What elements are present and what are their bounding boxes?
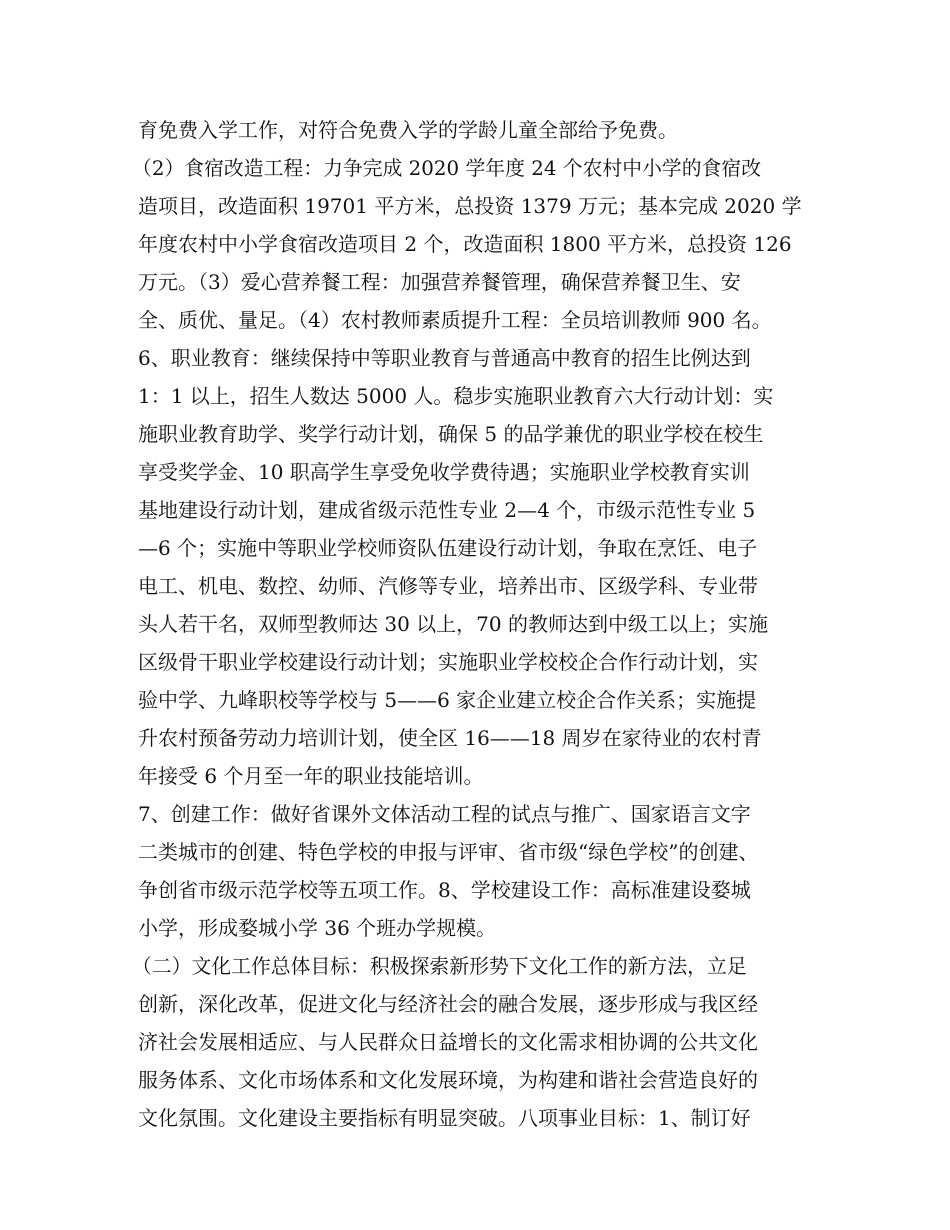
text-line: 服务体系、文化市场体系和文化发展环境，为构建和谐社会营造良好的 (138, 1068, 758, 1092)
text-line: 头人若干名，双师型教师达 30 以上，70 的教师达到中级工以上；实施 (138, 612, 768, 636)
text-line: 小学，形成婺城小学 36 个班办学规模。 (138, 916, 497, 940)
text-line: 年度农村中小学食宿改造项目 2 个，改造面积 1800 平方米，总投资 126 (138, 232, 792, 256)
text-line: 6、职业教育：继续保持中等职业教育与普通高中教育的招生比例达到 (138, 346, 751, 370)
text-line: 7、创建工作：做好省课外文体活动工程的试点与推广、国家语言文字 (138, 802, 751, 826)
text-line: 全、质优、量足。（4）农村教师素质提升工程：全员培训教师 900 名。 (138, 308, 772, 332)
text-line: 争创省市级示范学校等五项工作。8、学校建设工作：高标准建设婺城 (138, 878, 751, 902)
text-line: 万元。（3）爱心营养餐工程：加强营养餐管理，确保营养餐卫生、安 (138, 270, 741, 294)
text-line: 升农村预备劳动力培训计划，使全区 16——18 周岁在家待业的农村青 (138, 726, 762, 750)
text-line: 1：1 以上，招生人数达 5000 人。稳步实施职业教育六大行动计划：实 (138, 384, 774, 408)
text-line: 济社会发展相适应、与人民群众日益增长的文化需求相协调的公共文化 (138, 1030, 758, 1054)
text-line: —6 个；实施中等职业学校师资队伍建设行动计划，争取在烹饪、电子 (138, 536, 758, 560)
text-line: 享受奖学金、10 职高学生享受免收学费待遇；实施职业学校教育实训 (138, 460, 750, 484)
text-line: 区级骨干职业学校建设行动计划；实施职业学校校企合作行动计划，实 (138, 650, 758, 674)
text-line: 育免费入学工作，对符合免费入学的学龄儿童全部给予免费。 (138, 118, 678, 142)
paragraph-start-line: （2）食宿改造工程：力争完成 2020 学年度 24 个农村中小学的食宿改 (132, 156, 762, 180)
text-line: 电工、机电、数控、幼师、汽修等专业，培养出市、区级学科、专业带 (138, 574, 758, 598)
paragraph-start-line: （二）文化工作总体目标：积极探索新形势下文化工作的新方法，立足 (132, 954, 747, 978)
text-line: 创新，深化改革，促进文化与经济社会的融合发展，逐步形成与我区经 (138, 992, 758, 1016)
text-line: 造项目，改造面积 19701 平方米，总投资 1379 万元；基本完成 2020 学 (138, 194, 802, 218)
text-line: 年接受 6 个月至一年的职业技能培训。 (138, 764, 484, 788)
text-line: 施职业教育助学、奖学行动计划，确保 5 的品学兼优的职业学校在校生 (138, 422, 764, 446)
document-body (132, 111, 828, 1137)
text-line: 基地建设行动计划，建成省级示范性专业 2—4 个，市级示范性专业 5 (138, 498, 756, 522)
text-line: 验中学、九峰职校等学校与 5——6 家企业建立校企合作关系；实施提 (138, 688, 757, 712)
text-line: 二类城市的创建、特色学校的申报与评审、省市级“绿色学校”的创建、 (138, 840, 759, 864)
text-line: 文化氛围。文化建设主要指标有明显突破。八项事业目标：1、制订好 (138, 1106, 751, 1130)
